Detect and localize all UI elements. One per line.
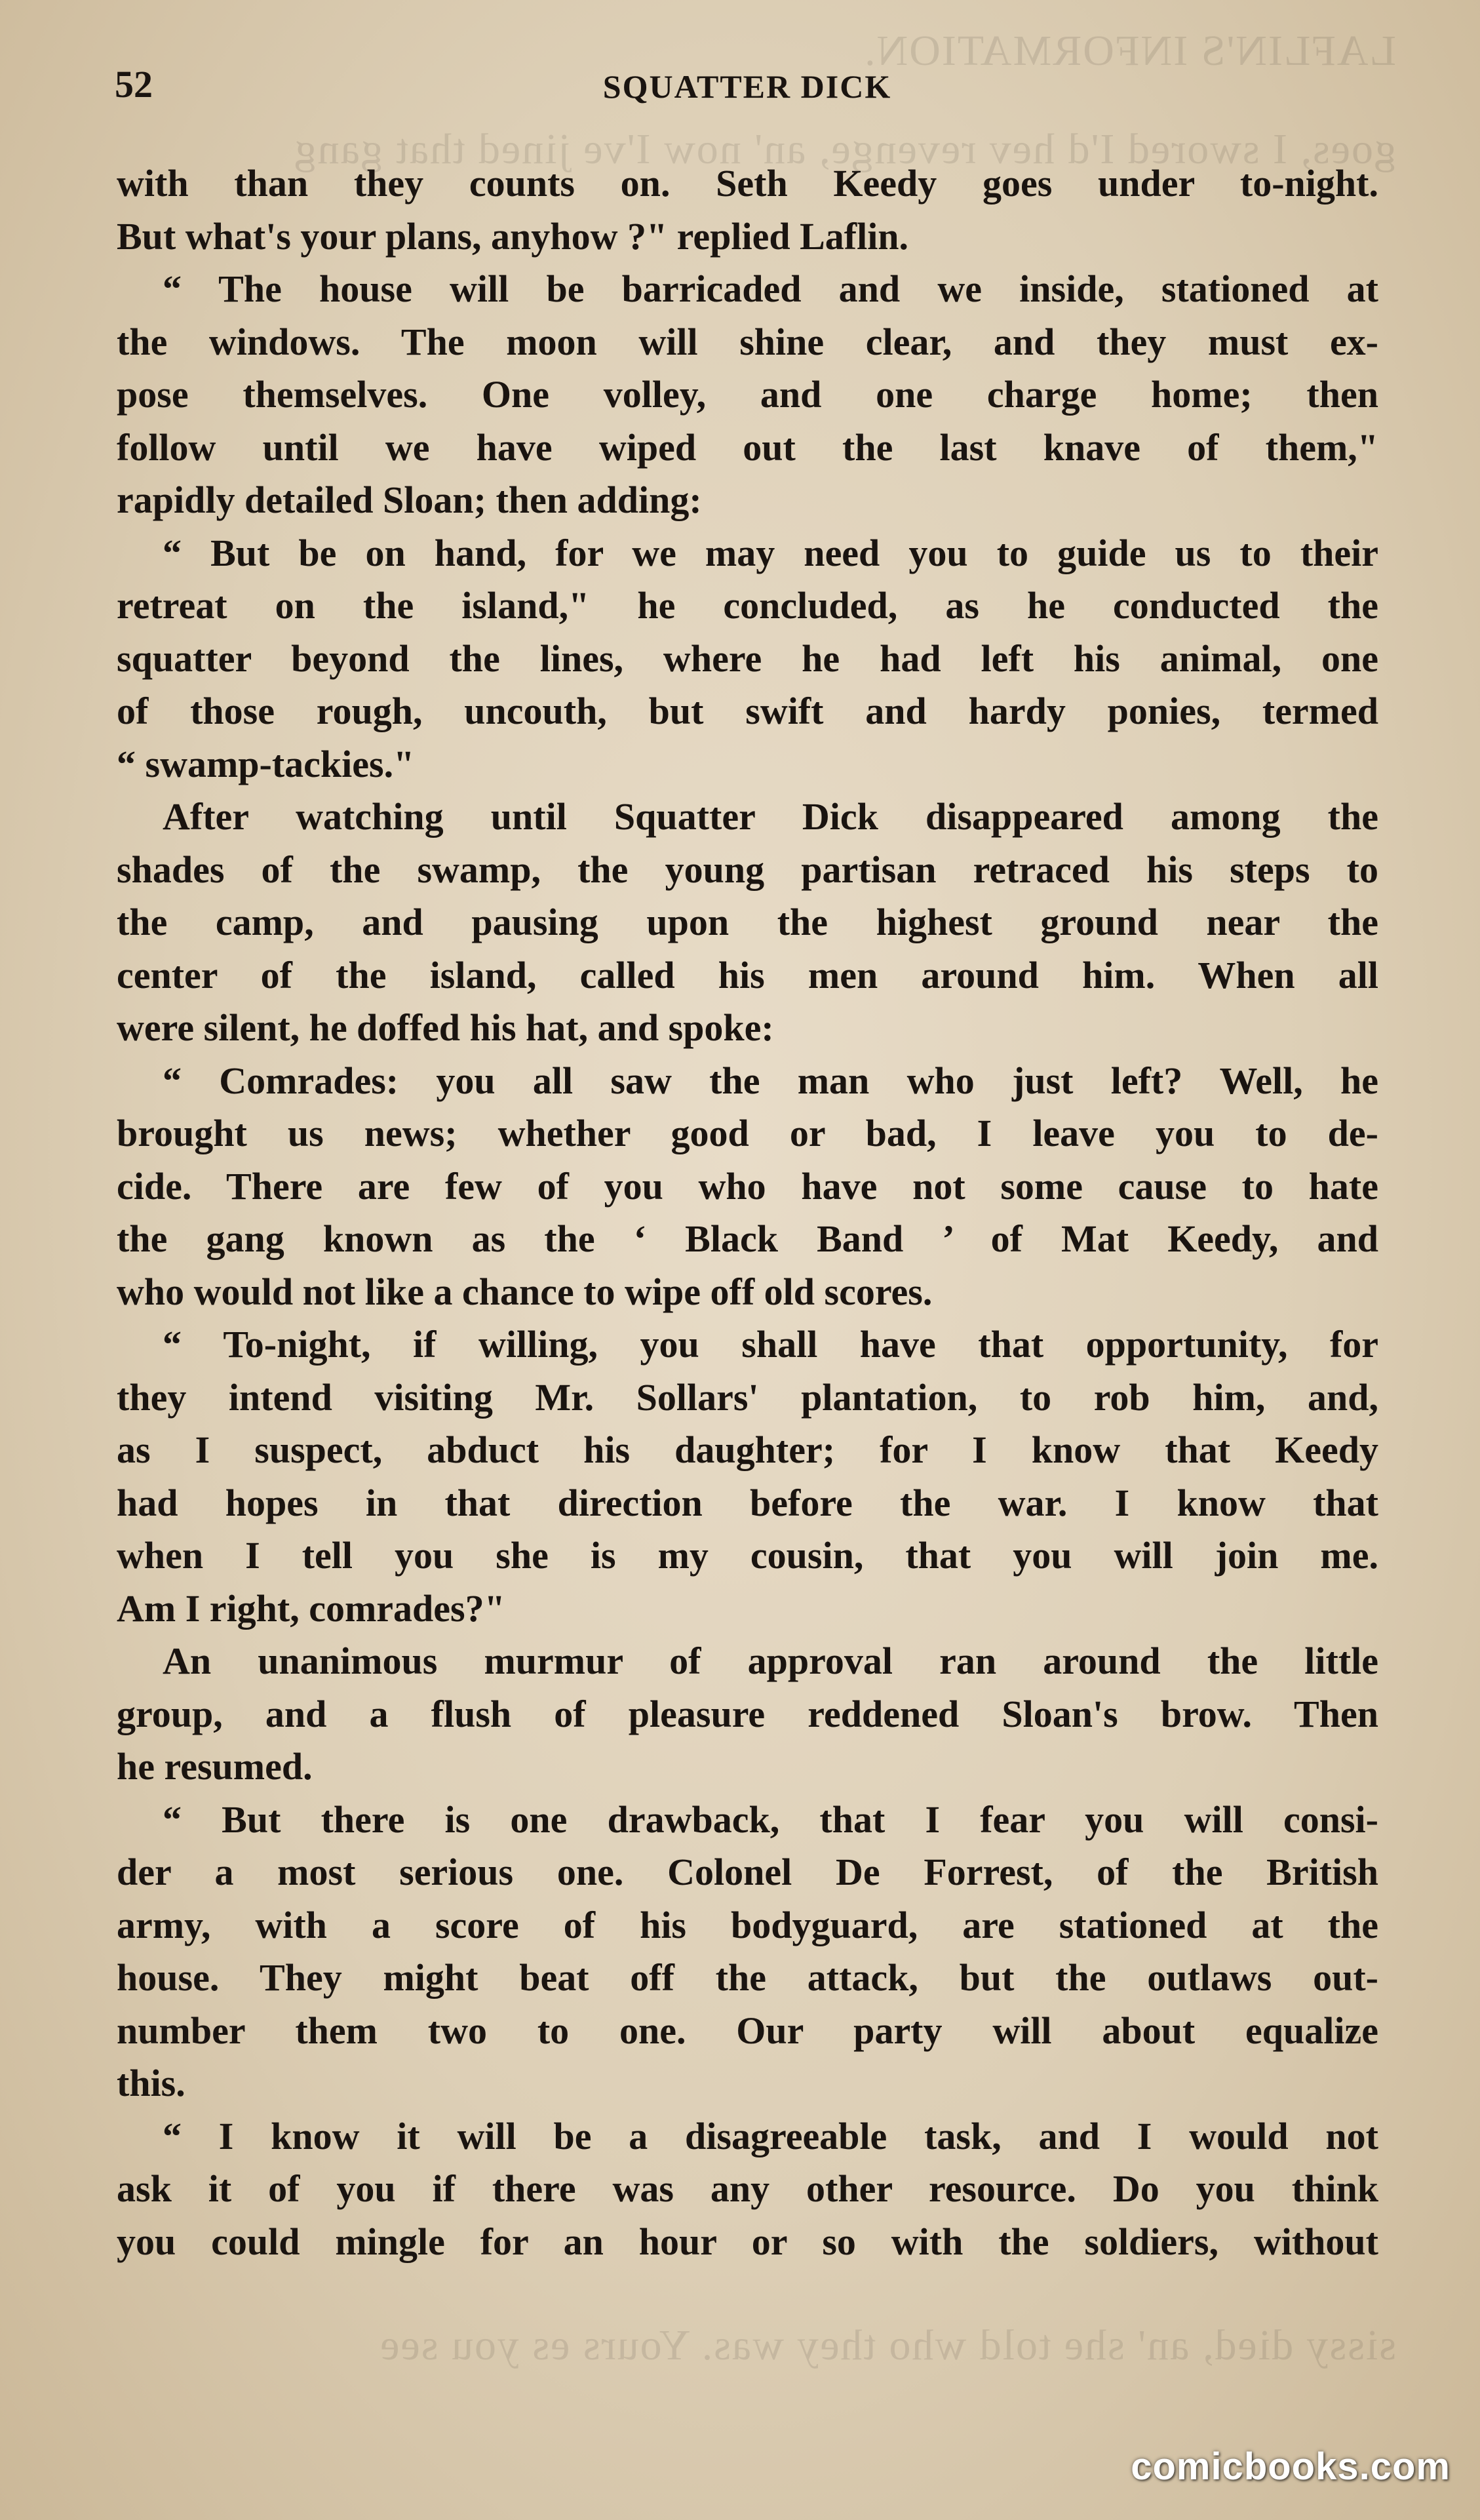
text-line: “ To-night, if willing, you shall have that opportunity, for — [163, 1323, 1378, 1366]
text-line: the camp, and pausing upon the highest ground near the — [117, 901, 1378, 943]
text-line: he resumed. — [117, 1745, 313, 1788]
text-line: retreat on the island," he concluded, as he conducted the — [117, 584, 1378, 627]
text-line: Am I right, comrades?" — [117, 1586, 505, 1630]
show-through-text: goes, I swored I'd hev revenge, an' now I've jined that gang — [293, 125, 1396, 173]
text-line: with than they counts on. Seth Keedy goes under to-night. — [117, 162, 1378, 205]
text-line: center of the island, called his men around him. When all — [117, 953, 1378, 996]
text-line: army, with a score of his bodyguard, are stationed at the — [117, 1903, 1378, 1946]
text-line: number them two to one. Our party will about equalize — [117, 2009, 1378, 2052]
text-line: pose themselves. One volley, and one charge home; then — [117, 373, 1378, 416]
text-line: “ The house will be barricaded and we inside, stationed at — [163, 267, 1378, 310]
text-line: But what's your plans, anyhow ?" replied Laflin. — [117, 214, 909, 258]
text-line: rapidly detailed Sloan; then adding: — [117, 479, 702, 521]
text-line: the gang known as the ‘ Black Band ’ of Mat Keedy, and — [117, 1217, 1378, 1260]
text-line: cide. There are few of you who have not some cause to hate — [117, 1164, 1378, 1208]
text-line: “ I know it will be a disagreeable task, and I would not — [163, 2114, 1378, 2157]
text-line: After watching until Squatter Dick disappeared among the — [163, 795, 1378, 838]
page-number: 52 — [115, 63, 153, 106]
text-line: when I tell you she is my cousin, that you will join me. — [117, 1534, 1378, 1577]
text-line: squatter beyond the lines, where he had left his animal, one — [117, 637, 1378, 680]
text-line: “ swamp-tackies." — [117, 742, 415, 785]
text-line: of those rough, uncouth, but swift and hardy ponies, termed — [117, 690, 1378, 732]
text-line: “ Comrades: you all saw the man who just left? Well, he — [163, 1059, 1378, 1102]
watermark: comicbooks.com — [1131, 2445, 1451, 2488]
text-line: brought us news; whether good or bad, I leave you to de- — [117, 1112, 1378, 1154]
text-line: as I suspect, abduct his daughter; for I know that Keedy — [117, 1428, 1378, 1471]
show-through-text: sissy died, an' she told who they was. Yours es you see — [379, 2321, 1396, 2369]
text-line: ask it of you if there was any other resource. Do you think — [117, 2167, 1378, 2210]
text-line: follow until we have wiped out the last knave of them," — [117, 425, 1378, 469]
page-header — [115, 62, 1380, 115]
text-line: the windows. The moon will shine clear, and they must ex- — [117, 320, 1378, 363]
text-line: “ But be on hand, for we may need you to guide us to their — [163, 531, 1378, 574]
text-line: were silent, he doffed his hat, and spoke: — [117, 1006, 774, 1049]
text-line: house. They might beat off the attack, but the outlaws out- — [117, 1956, 1378, 1999]
running-head: SQUATTER DICK — [602, 68, 892, 105]
text-line: this. — [117, 2062, 185, 2104]
text-line: they intend visiting Mr. Sollars' plantation, to rob him, and, — [117, 1375, 1378, 1419]
show-through-text: LAFLIN'S INFORMATION. — [863, 27, 1396, 75]
text-line: An unanimous murmur of approval ran around the little — [163, 1640, 1378, 1682]
text-line: had hopes in that direction before the war. I know that — [117, 1481, 1378, 1524]
text-line: group, and a flush of pleasure reddened Sloan's brow. Then — [117, 1692, 1378, 1735]
text-line: shades of the swamp, the young partisan retraced his steps to — [117, 848, 1378, 891]
text-line: who would not like a chance to wipe off old scores. — [117, 1270, 933, 1313]
body-text — [117, 157, 1378, 2268]
text-line: der a most serious one. Colonel De Forrest, of the British — [117, 1851, 1378, 1893]
text-line: “ But there is one drawback, that I fear you will consi- — [163, 1798, 1378, 1841]
text-line: you could mingle for an hour or so with the soldiers, without — [117, 2220, 1378, 2263]
